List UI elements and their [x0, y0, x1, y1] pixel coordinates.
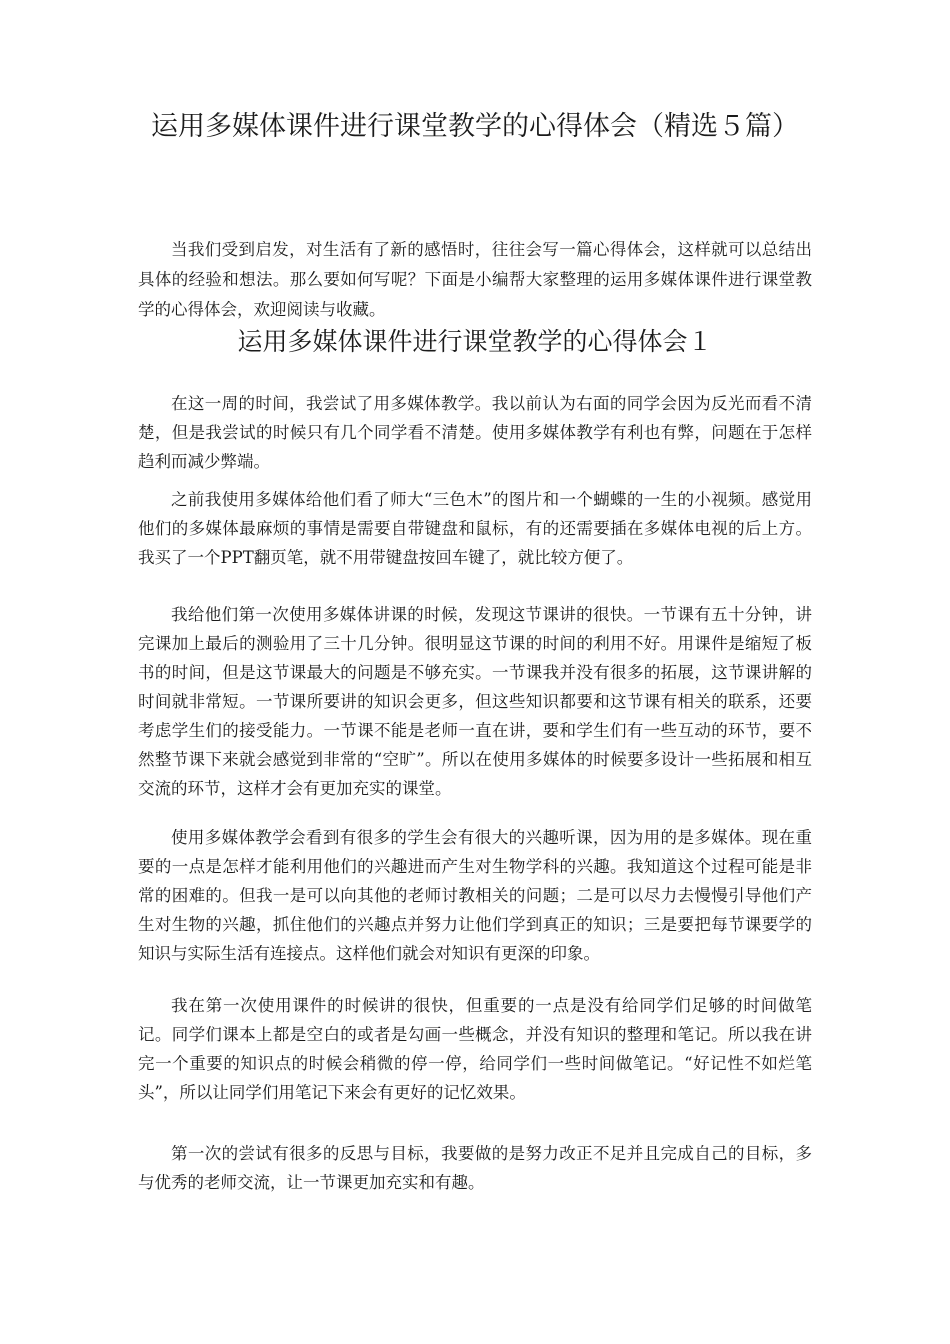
- body-paragraph-5: 我在第一次使用课件的时候讲的很快，但重要的一点是没有给同学们足够的时间做笔记。同学们课本上都是空白的或者是勾画一些概念，并没有知识的整理和笔记。所以我在讲完一个重要的知识点的时候会稍微的停一停，给同学们一些时间做笔记。“好记性不如烂笔头”，所以让同学们用笔记下来会有更好的记忆效果。: [138, 996, 812, 1102]
- section-title: 运用多媒体课件进行课堂教学的心得体会１: [237, 327, 713, 356]
- body-paragraph-4: 使用多媒体教学会看到有很多的学生会有很大的兴趣听课，因为用的是多媒体。现在重要的一点是怎样才能利用他们的兴趣进而产生对生物学科的兴趣。我知道这个过程可能是非常的困难的。但我一是可以向其他的老师讨教相关的问题；二是可以尽力去慢慢引导他们产生对生物的兴趣，抓住他们的兴趣点并努力让他们学到真正的知识；三是要把每节课要学的知识与实际生活有连接点。这样他们就会对知识有更深的印象。: [138, 828, 812, 963]
- document-title: 运用多媒体课件进行课堂教学的心得体会（精选５篇）: [151, 111, 799, 142]
- intro-paragraph: 当我们受到启发，对生活有了新的感悟时，往往会写一篇心得体会，这样就可以总结出具体的经验和想法。那么要如何写呢？下面是小编帮大家整理的运用多媒体课件进行课堂教学的心得体会，欢迎阅读与收藏。: [138, 240, 812, 319]
- body-paragraph-2: 之前我使用多媒体给他们看了师大“三色木”的图片和一个蝴蝶的一生的小视频。感觉用他们的多媒体最麻烦的事情是需要自带键盘和鼠标，有的还需要插在多媒体电视的后上方。我买了一个PPT翻页笔，就不用带键盘按回车键了，就比较方便了。: [138, 490, 812, 567]
- body-paragraph-6: 第一次的尝试有很多的反思与目标，我要做的是努力改正不足并且完成自己的目标，多与优秀的老师交流，让一节课更加充实和有趣。: [138, 1144, 812, 1192]
- body-paragraph-1: 在这一周的时间，我尝试了用多媒体教学。我以前认为右面的同学会因为反光而看不清楚，但是我尝试的时候只有几个同学看不清楚。使用多媒体教学有利也有弊，问题在于怎样趋利而减少弊端。: [138, 394, 812, 471]
- body-paragraph-3: 我给他们第一次使用多媒体讲课的时候，发现这节课讲的很快。一节课有五十分钟，讲完课加上最后的测验用了三十几分钟。很明显这节课的时间的利用不好。用课件是缩短了板书的时间，但是这节课最大的问题是不够充实。一节课我并没有很多的拓展，这节课讲解的时间就非常短。一节课所要讲的知识会更多，但这些知识都要和这节课有相关的联系，还要考虑学生们的接受能力。一节课不能是老师一直在讲，要和学生们有一些互动的环节，要不然整节课下来就会感觉到非常的“空旷”。所以在使用多媒体的时候要多设计一些拓展和相互交流的环节，这样才会有更加充实的课堂。: [138, 605, 812, 798]
